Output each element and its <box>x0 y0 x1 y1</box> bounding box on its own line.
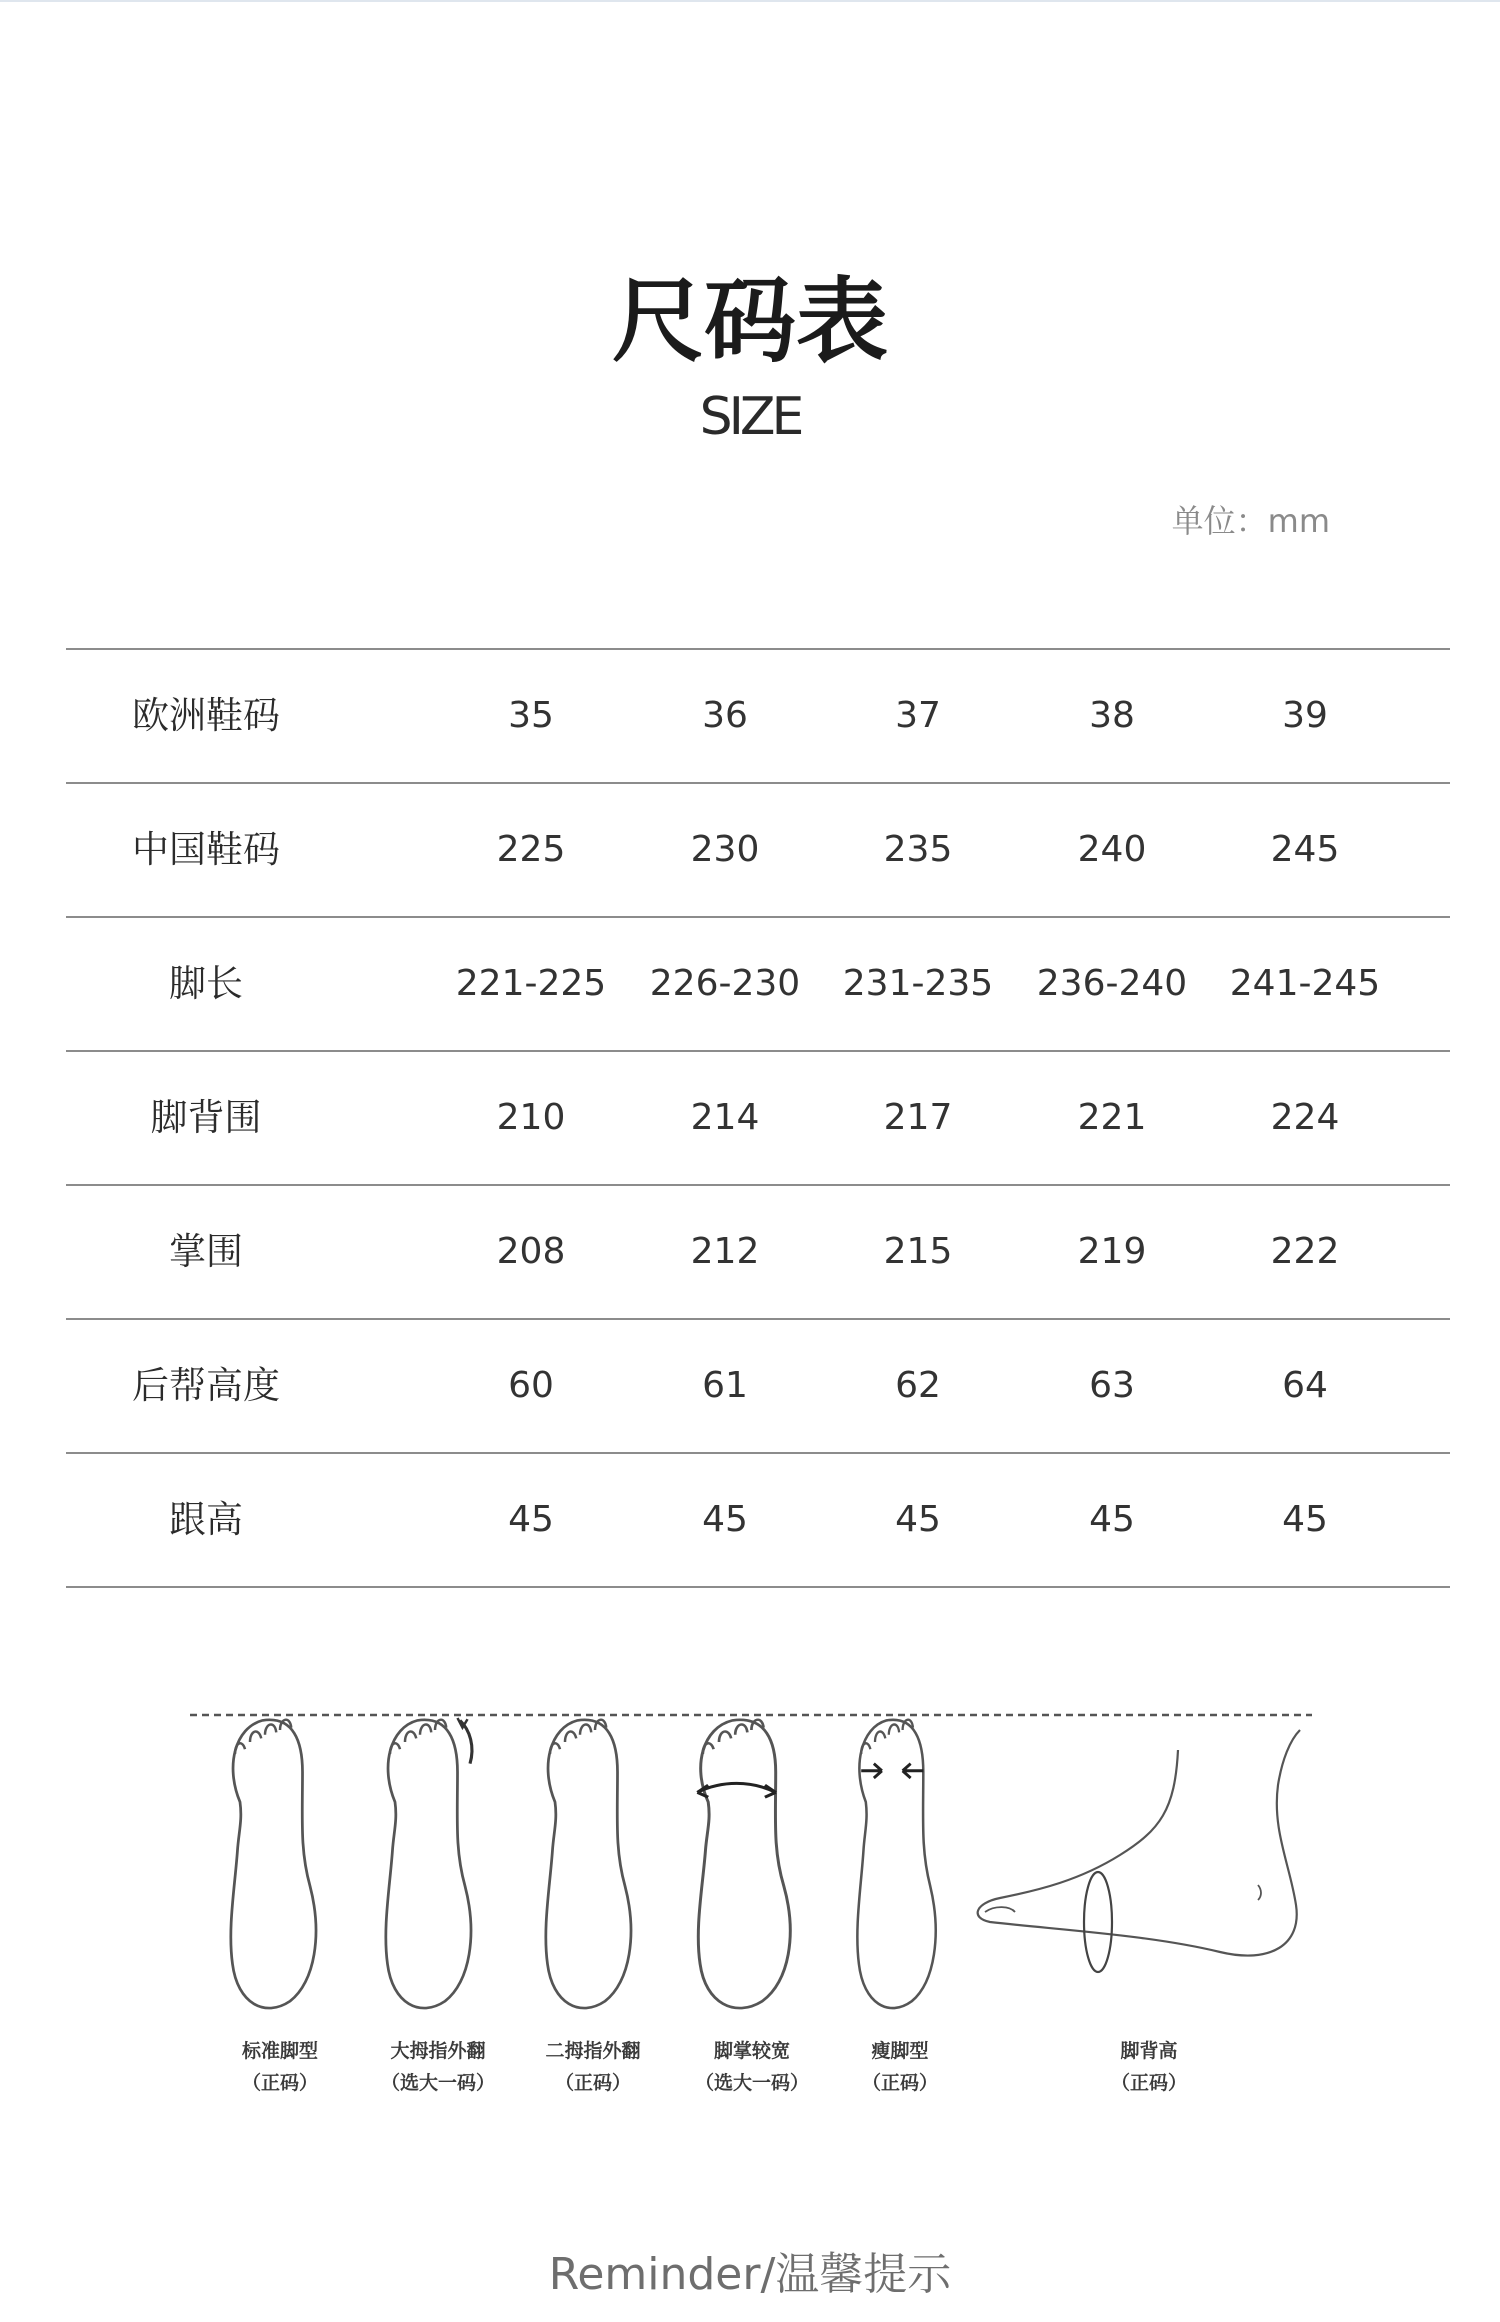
table-cell: 221 <box>1077 1097 1147 1138</box>
page-title: 尺码表 <box>611 268 888 375</box>
foot-type-name: 脚掌较宽 <box>713 2040 790 2062</box>
foot-type-caption <box>358 2035 518 2099</box>
table-row <box>66 1050 1450 1184</box>
foot-type-advice: （选大一码） <box>380 2072 495 2094</box>
table-cell: 208 <box>496 1231 566 1272</box>
foot-type-name: 二拇指外翻 <box>545 2040 641 2062</box>
foot-type-caption <box>820 2035 980 2099</box>
table-row <box>66 916 1450 1050</box>
table-cell: 241-245 <box>1229 963 1381 1004</box>
table-row <box>66 782 1450 916</box>
foot-type-name: 大拇指外翻 <box>390 2040 486 2062</box>
table-cell: 240 <box>1077 829 1147 870</box>
table-cell: 222 <box>1270 1231 1340 1272</box>
foot-type-name: 瘦脚型 <box>871 2040 929 2062</box>
row-label: 跟高 <box>169 1498 243 1541</box>
table-cell: 61 <box>702 1365 748 1406</box>
table-cell: 36 <box>702 695 748 736</box>
standard-foot-icon <box>231 1720 316 2008</box>
table-cell: 35 <box>508 695 554 736</box>
table-cell: 214 <box>690 1097 760 1138</box>
table-cell: 224 <box>1270 1097 1340 1138</box>
foot-type-caption <box>672 2035 832 2099</box>
reminder-heading: Reminder/温馨提示 <box>548 2249 952 2300</box>
table-row <box>66 1184 1450 1318</box>
foot-illustrations <box>0 1690 1500 2030</box>
row-label: 欧洲鞋码 <box>132 694 280 737</box>
table-cell: 225 <box>496 829 566 870</box>
foot-type-advice: （正码） <box>241 2072 318 2094</box>
foot-type-advice: （正码） <box>554 2072 631 2094</box>
high-instep-foot-icon <box>978 1730 1300 1972</box>
table-cell: 236-240 <box>1036 963 1188 1004</box>
table-cell: 217 <box>883 1097 953 1138</box>
table-cell: 212 <box>690 1231 760 1272</box>
narrow-foot-icon <box>857 1720 935 2008</box>
unit-label: 单位：mm <box>1171 502 1330 540</box>
table-cell: 45 <box>1282 1499 1328 1540</box>
table-cell: 64 <box>1282 1365 1328 1406</box>
table-cell: 39 <box>1282 695 1328 736</box>
foot-type-name: 标准脚型 <box>241 2040 318 2062</box>
table-cell: 221-225 <box>455 963 607 1004</box>
page-subtitle: SIZE <box>699 387 801 447</box>
row-label: 掌围 <box>169 1230 243 1273</box>
table-cell: 45 <box>1089 1499 1135 1540</box>
wide-foot-icon <box>697 1720 790 2008</box>
foot-type-caption <box>513 2035 673 2099</box>
second-toe-long-foot-icon <box>546 1720 631 2008</box>
foot-type-advice: （正码） <box>1110 2072 1187 2094</box>
size-table <box>66 648 1450 1588</box>
table-row <box>66 648 1450 782</box>
table-cell: 230 <box>690 829 760 870</box>
table-cell: 226-230 <box>649 963 801 1004</box>
table-cell: 37 <box>895 695 941 736</box>
table-row <box>66 1318 1450 1452</box>
big-toe-bunion-foot-icon <box>386 1718 472 2008</box>
table-cell: 245 <box>1270 829 1340 870</box>
row-label: 脚长 <box>169 962 243 1005</box>
foot-type-caption <box>1069 2035 1229 2099</box>
table-cell: 215 <box>883 1231 953 1272</box>
foot-type-advice: （正码） <box>861 2072 938 2094</box>
table-cell: 63 <box>1089 1365 1135 1406</box>
table-cell: 38 <box>1089 695 1135 736</box>
table-cell: 45 <box>702 1499 748 1540</box>
table-cell: 45 <box>508 1499 554 1540</box>
foot-type-caption <box>200 2035 360 2099</box>
table-cell: 45 <box>895 1499 941 1540</box>
table-cell: 231-235 <box>842 963 994 1004</box>
table-row <box>66 1452 1450 1588</box>
table-cell: 210 <box>496 1097 566 1138</box>
table-cell: 62 <box>895 1365 941 1406</box>
row-label: 脚背围 <box>150 1096 262 1139</box>
foot-type-guide <box>0 1690 1500 2130</box>
row-label: 后帮高度 <box>132 1364 280 1407</box>
foot-type-name: 脚背高 <box>1120 2040 1178 2062</box>
foot-type-advice: （选大一码） <box>694 2072 809 2094</box>
top-divider <box>0 0 1500 2</box>
table-cell: 60 <box>508 1365 554 1406</box>
table-cell: 235 <box>883 829 953 870</box>
table-cell: 219 <box>1077 1231 1147 1272</box>
row-label: 中国鞋码 <box>132 828 280 871</box>
